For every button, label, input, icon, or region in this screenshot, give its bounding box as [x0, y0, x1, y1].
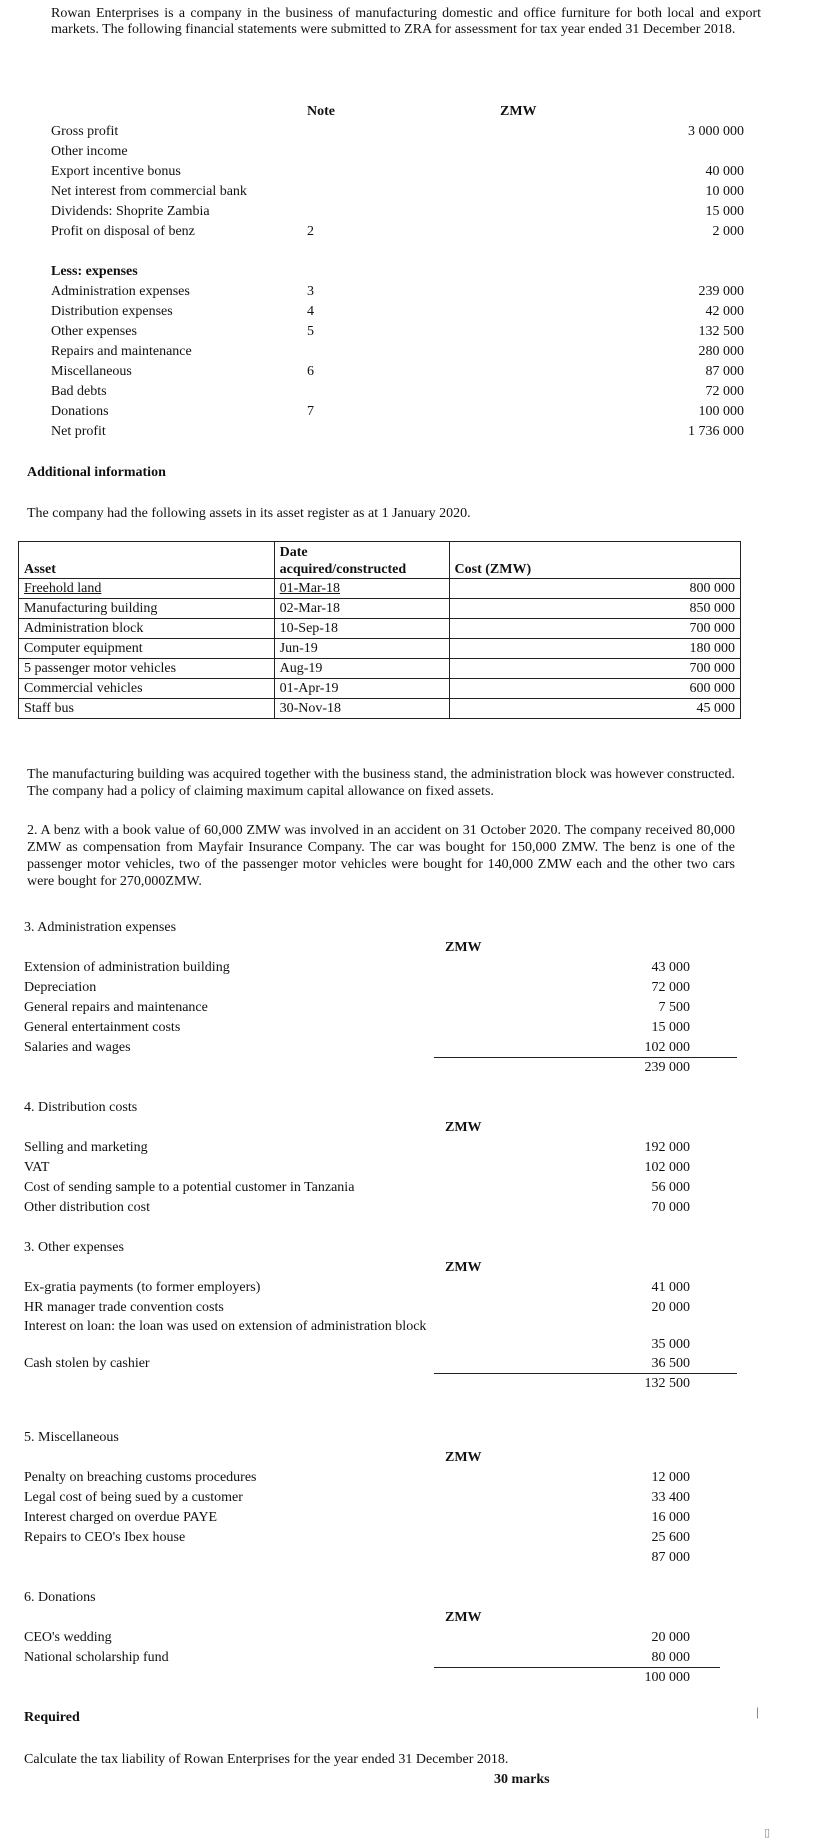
- note-item-label: Penalty on breaching customs procedures: [24, 1470, 257, 1485]
- statement-amount: 2 000: [712, 224, 744, 239]
- asset-cost: 45 000: [449, 699, 740, 719]
- note-item-amount: 41 000: [651, 1280, 690, 1295]
- note-item-label: General repairs and maintenance: [24, 1000, 208, 1015]
- asset-date: Jun-19: [274, 639, 449, 659]
- note-item-label: Selling and marketing: [24, 1140, 148, 1155]
- asset-table-header-row: [19, 542, 741, 579]
- statement-label: Dividends: Shoprite Zambia: [51, 204, 210, 219]
- asset-date: 30-Nov-18: [274, 699, 449, 719]
- note-item-amount: 102 000: [644, 1040, 690, 1055]
- expense-note: 6: [307, 364, 314, 379]
- expense-amount: 100 000: [698, 404, 744, 419]
- note-currency: ZMW: [445, 1120, 482, 1135]
- statement-amount: 40 000: [705, 164, 744, 179]
- note-total: 87 000: [651, 1550, 690, 1565]
- note-currency: ZMW: [445, 1260, 482, 1275]
- expense-note: 4: [307, 304, 314, 319]
- note-item-amount: 72 000: [651, 980, 690, 995]
- note-item-label: National scholarship fund: [24, 1650, 169, 1665]
- note-item-amount: 70 000: [651, 1200, 690, 1215]
- expense-amount: 239 000: [698, 284, 744, 299]
- asset-column-header: Asset: [19, 542, 275, 579]
- note-item-label: CEO's wedding: [24, 1630, 112, 1645]
- date-header-line1: Date: [279, 545, 308, 560]
- note-item-label: VAT: [24, 1160, 50, 1175]
- note-item-label: Legal cost of being sued by a customer: [24, 1490, 243, 1505]
- benz-paragraph: 2. A benz with a book value of 60,000 ZMW was involved in an accident on 31 October 2020. The company received 80,000 ZMW as compensation from Mayfair Insurance Company. The car was bought for 150,000 ZMW. The benz is one of the passenger motor vehicles, two of the passenger motor vehicles were bought for 140,000 ZMW each and the other two cars were bought for 270,000ZMW.: [27, 823, 735, 889]
- expense-amount: 42 000: [705, 304, 744, 319]
- asset-register-table: [18, 541, 741, 719]
- note-item-amount: 102 000: [644, 1160, 690, 1175]
- note-item-label: Repairs to CEO's Ibex house: [24, 1530, 186, 1545]
- statement-amount: 3 000 000: [688, 124, 744, 139]
- asset-name: Commercial vehicles: [19, 679, 275, 699]
- asset-cost: 180 000: [449, 639, 740, 659]
- expense-label: Bad debts: [51, 384, 107, 399]
- statement-note: 2: [307, 224, 314, 239]
- expense-label: Other expenses: [51, 324, 137, 339]
- asset-cost: 800 000: [449, 579, 740, 599]
- note-item-amount: 12 000: [651, 1470, 690, 1485]
- note-title: 6. Donations: [24, 1590, 96, 1605]
- date-column-header: [274, 542, 449, 579]
- expense-label: Donations: [51, 404, 109, 419]
- table-row: [19, 599, 741, 619]
- intro-paragraph: Rowan Enterprises is a company in the business of manufacturing domestic and office furniture for both local and export markets. The following financial statements were submitted to ZRA for assessment for tax year ended 31 December 2018.: [51, 6, 761, 37]
- note-item-amount: 36 500: [651, 1356, 690, 1371]
- expense-label: Administration expenses: [51, 284, 190, 299]
- note-item-label: Other distribution cost: [24, 1200, 150, 1215]
- asset-cost: 850 000: [449, 599, 740, 619]
- asset-cost: 700 000: [449, 619, 740, 639]
- note-item-amount: 35 000: [651, 1337, 690, 1352]
- expense-amount: 72 000: [705, 384, 744, 399]
- asset-name: 5 passenger motor vehicles: [19, 659, 275, 679]
- margin-mark: |: [756, 1704, 759, 1719]
- table-row: [19, 699, 741, 719]
- note-item-amount: 192 000: [644, 1140, 690, 1155]
- statement-label: Gross profit: [51, 124, 119, 139]
- additional-info-heading: Additional information: [27, 465, 166, 480]
- note-item-label: Interest charged on overdue PAYE: [24, 1510, 218, 1525]
- total-rule: [434, 1057, 737, 1058]
- note-currency: ZMW: [445, 940, 482, 955]
- note-title: 5. Miscellaneous: [24, 1430, 119, 1445]
- note-item-amount: 15 000: [651, 1020, 690, 1035]
- corner-glyph: ▯: [764, 1826, 771, 1839]
- less-expenses-heading: Less: expenses: [51, 264, 138, 279]
- note-item-label: General entertainment costs: [24, 1020, 181, 1035]
- asset-cost: 700 000: [449, 659, 740, 679]
- marks-label: 30 marks: [494, 1772, 550, 1787]
- expense-note: 5: [307, 324, 314, 339]
- note-item-amount: 56 000: [651, 1180, 690, 1195]
- date-header-line2: acquired/constructed: [279, 562, 407, 577]
- building-paragraph: The manufacturing building was acquired together with the business stand, the administration block was however constructed. The company had a policy of claiming maximum capital allowance on fixed assets.: [27, 767, 735, 799]
- required-heading: Required: [24, 1710, 80, 1725]
- note-item-label: Cost of sending sample to a potential customer in Tanzania: [24, 1180, 355, 1195]
- expense-label: Miscellaneous: [51, 364, 132, 379]
- note-item-label: Extension of administration building: [24, 960, 230, 975]
- note-item-amount: 20 000: [651, 1630, 690, 1645]
- note-item-amount: 43 000: [651, 960, 690, 975]
- note-title: 3. Administration expenses: [24, 920, 177, 935]
- statement-label: Net interest from commercial bank: [51, 184, 247, 199]
- asset-cost: 600 000: [449, 679, 740, 699]
- asset-date: 02-Mar-18: [274, 599, 449, 619]
- note-item-label: HR manager trade convention costs: [24, 1300, 224, 1315]
- note-item-label: Ex-gratia payments (to former employers): [24, 1280, 261, 1295]
- note-item-amount: 20 000: [651, 1300, 690, 1315]
- asset-register-intro: The company had the following assets in its asset register as at 1 January 2020.: [27, 506, 471, 521]
- total-rule: [434, 1373, 737, 1374]
- statement-label: Export incentive bonus: [51, 164, 181, 179]
- note-item-amount: 16 000: [651, 1510, 690, 1525]
- note-currency: ZMW: [445, 1610, 482, 1625]
- note-item-amount: 80 000: [651, 1650, 690, 1665]
- asset-name: Computer equipment: [19, 639, 275, 659]
- asset-name: Freehold land: [19, 579, 275, 599]
- expense-label: Distribution expenses: [51, 304, 173, 319]
- statement-amount: 15 000: [705, 204, 744, 219]
- statement-amount: 10 000: [705, 184, 744, 199]
- asset-name: Staff bus: [19, 699, 275, 719]
- statement-label: Profit on disposal of benz: [51, 224, 195, 239]
- table-row: [19, 579, 741, 599]
- note-item-amount: 33 400: [651, 1490, 690, 1505]
- note-item-label: Cash stolen by cashier: [24, 1356, 150, 1371]
- asset-date: 01-Apr-19: [274, 679, 449, 699]
- net-profit-label: Net profit: [51, 424, 106, 439]
- expense-amount: 87 000: [705, 364, 744, 379]
- asset-name: Administration block: [19, 619, 275, 639]
- expense-amount: 280 000: [698, 344, 744, 359]
- table-row: [19, 659, 741, 679]
- note-item-label: Interest on loan: the loan was used on extension of administration block: [24, 1319, 427, 1334]
- note-column-header: Note: [307, 104, 335, 119]
- note-total: 239 000: [644, 1060, 690, 1075]
- note-title: 4. Distribution costs: [24, 1100, 138, 1115]
- asset-date: 01-Mar-18: [274, 579, 449, 599]
- table-row: [19, 639, 741, 659]
- currency-column-header: ZMW: [500, 104, 537, 119]
- table-row: [19, 679, 741, 699]
- expense-note: 7: [307, 404, 314, 419]
- note-item-amount: 7 500: [658, 1000, 690, 1015]
- required-text: Calculate the tax liability of Rowan Enterprises for the year ended 31 December 2018.: [24, 1752, 509, 1767]
- total-rule: [434, 1667, 720, 1668]
- asset-date: Aug-19: [274, 659, 449, 679]
- note-total: 100 000: [644, 1670, 690, 1685]
- note-currency: ZMW: [445, 1450, 482, 1465]
- note-item-label: Salaries and wages: [24, 1040, 131, 1055]
- asset-date: 10-Sep-18: [274, 619, 449, 639]
- table-row: [19, 619, 741, 639]
- cost-column-header: Cost (ZMW): [449, 542, 740, 579]
- note-total: 132 500: [644, 1376, 690, 1391]
- statement-label: Other income: [51, 144, 128, 159]
- note-title: 3. Other expenses: [24, 1240, 124, 1255]
- expense-label: Repairs and maintenance: [51, 344, 192, 359]
- net-profit-amount: 1 736 000: [688, 424, 744, 439]
- asset-name: Manufacturing building: [19, 599, 275, 619]
- note-item-amount: 25 600: [651, 1530, 690, 1545]
- expense-amount: 132 500: [698, 324, 744, 339]
- expense-note: 3: [307, 284, 314, 299]
- note-item-label: Depreciation: [24, 980, 97, 995]
